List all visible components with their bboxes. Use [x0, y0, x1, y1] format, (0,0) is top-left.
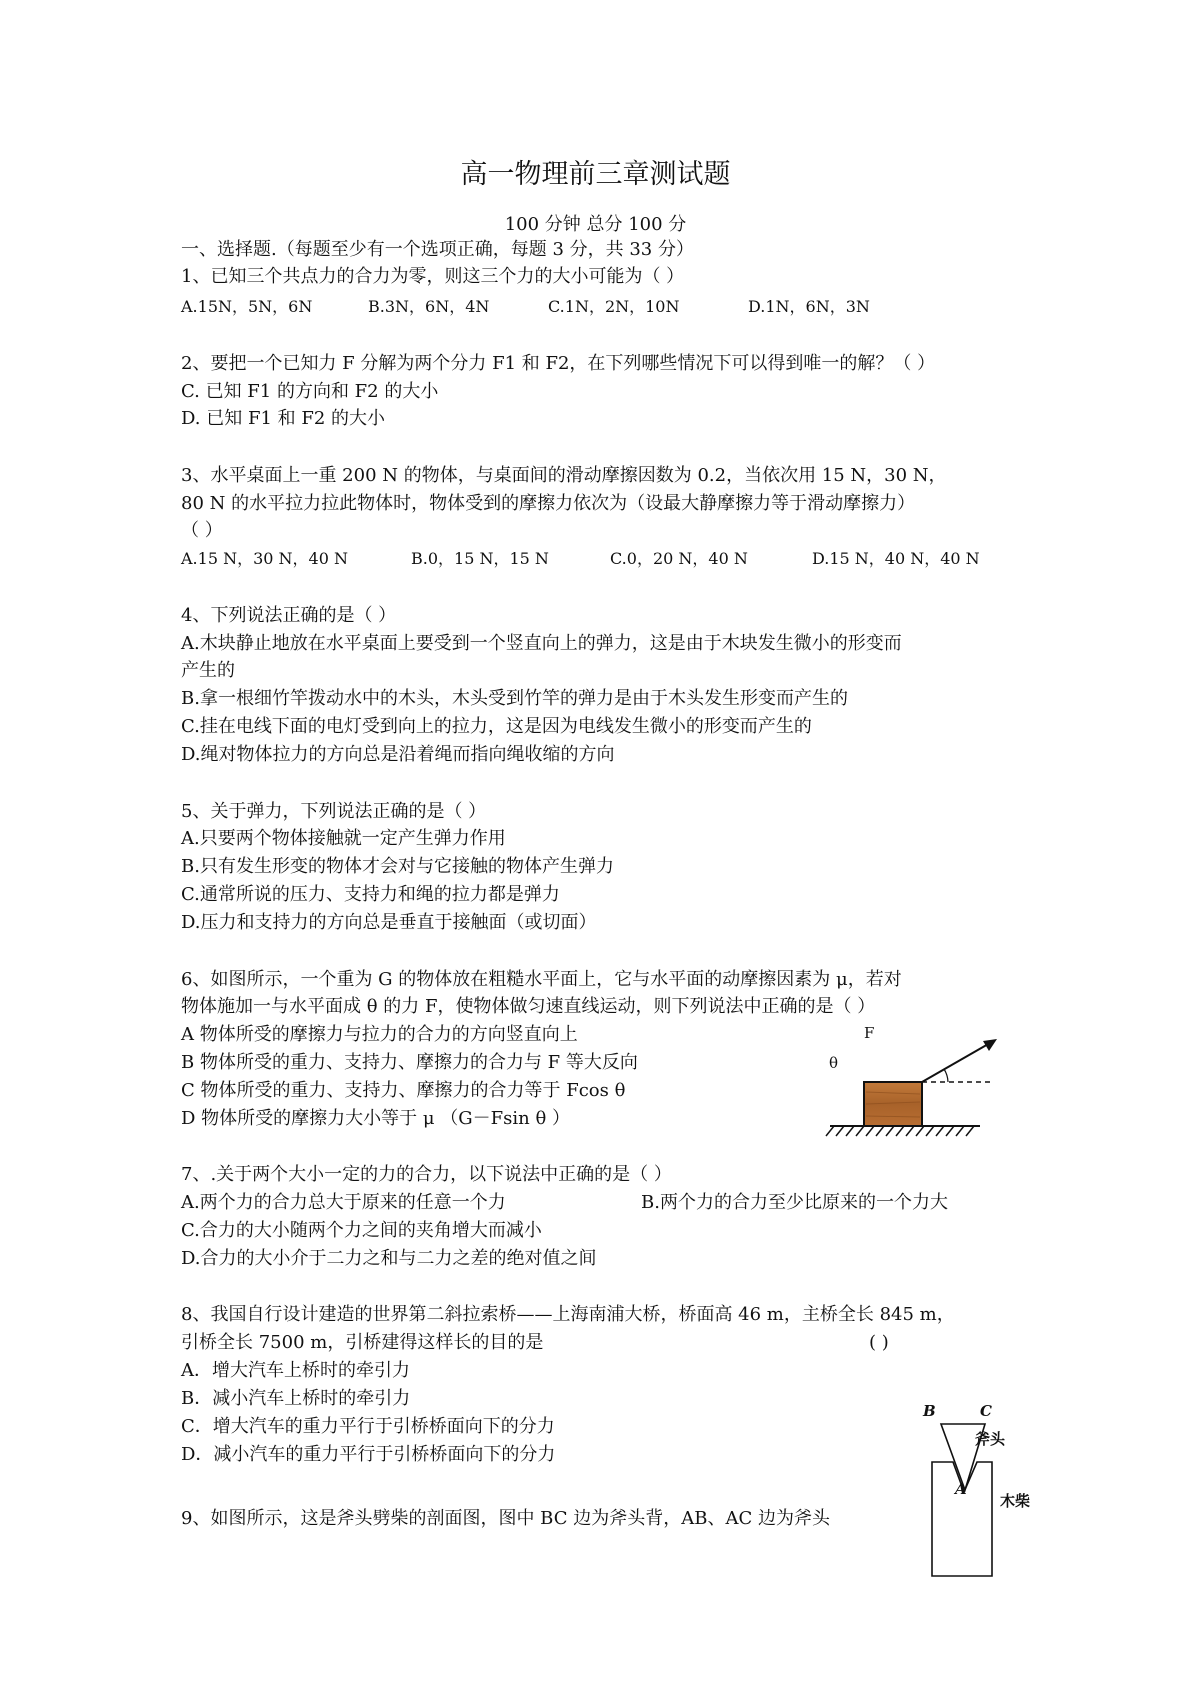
q4-option-c: C.挂在电线下面的电灯受到向上的拉力，这是因为电线发生微小的形变而产生的	[181, 716, 812, 737]
q2-stem: 2、要把一个已知力 F 分解为两个分力 F1 和 F2，在下列哪些情况下可以得到唯一的解？（ ）	[181, 353, 936, 374]
q8-answer-paren: ( )	[869, 1332, 889, 1353]
q3-answer-paren: （ ）	[181, 520, 223, 541]
q3-option-b: B.0，15 N，15 N	[411, 549, 549, 568]
q7-option-a: A.两个力的合力总大于原来的任意一个力	[181, 1192, 506, 1213]
q9-figure-label-c: C	[980, 1402, 992, 1420]
q8-option-c: C．增大汽车的重力平行于引桥桥面向下的分力	[181, 1416, 555, 1437]
q8-option-d: D．减小汽车的重力平行于引桥桥面向下的分力	[181, 1444, 556, 1465]
q5-option-c: C.通常所说的压力、支持力和绳的拉力都是弹力	[181, 884, 560, 905]
q8-option-b: B．减小汽车上桥时的牵引力	[181, 1388, 411, 1409]
q8-option-a: A．增大汽车上桥时的牵引力	[181, 1360, 410, 1381]
q1-option-b: B.3N，6N，4N	[368, 297, 490, 316]
q2-option-c: C. 已知 F1 的方向和 F2 的大小	[181, 381, 439, 402]
q6-figure-force-label: F	[864, 1024, 875, 1042]
q6-stem-line2: 物体施加一与水平面成 θ 的力 F，使物体做匀速直线运动，则下列说法中正确的是（ ）	[181, 996, 876, 1017]
q5-option-a: A.只要两个物体接触就一定产生弹力作用	[181, 828, 506, 849]
q1-stem: 1、已知三个共点力的合力为零，则这三个力的大小可能为（ ）	[181, 266, 685, 287]
q3-option-c: C.0，20 N，40 N	[610, 549, 748, 568]
q3-option-a: A.15 N，30 N，40 N	[181, 549, 348, 568]
q9-figure-label-a: A	[955, 1480, 967, 1498]
section-heading: 一、选择题.（每题至少有一个选项正确，每题 3 分，共 33 分）	[181, 239, 694, 260]
q6-option-d: D 物体所受的摩擦力大小等于 μ （G－Fsin θ ）	[181, 1108, 571, 1129]
q5-option-d: D.压力和支持力的方向总是垂直于接触面（或切面）	[181, 912, 597, 933]
q9-figure-label-b: B	[923, 1402, 936, 1420]
q1-option-d: D.1N，6N，3N	[748, 297, 870, 316]
q7-option-b: B.两个力的合力至少比原来的一个力大	[641, 1192, 948, 1213]
q3-stem-line2: 80 N 的水平拉力拉此物体时，物体受到的摩擦力依次为（设最大静摩擦力等于滑动摩擦力）	[181, 493, 916, 514]
q5-stem: 5、关于弹力，下列说法正确的是（ ）	[181, 801, 487, 822]
q9-figure-label-axe: 斧头	[975, 1430, 1006, 1448]
q6-block-force-diagram	[820, 1030, 1020, 1140]
q9-figure-label-wood: 木柴	[1000, 1492, 1031, 1510]
page-title: 高一物理前三章测试题	[460, 159, 731, 190]
q6-option-c: C 物体所受的重力、支持力、摩擦力的合力等于 Fcos θ	[181, 1080, 626, 1101]
q4-option-a-line1: A.木块静止地放在水平桌面上要受到一个竖直向上的弹力，这是由于木块发生微小的形变而	[181, 633, 902, 654]
q1-option-c: C.1N，2N，10N	[548, 297, 680, 316]
exam-duration-and-score: 100 分钟 总分 100 分	[504, 214, 687, 235]
q6-stem-line1: 6、如图所示，一个重为 G 的物体放在粗糙水平面上，它与水平面的动摩擦因素为 μ，若对	[181, 969, 902, 990]
q6-option-a: A 物体所受的摩擦力与拉力的合力的方向竖直向上	[181, 1024, 578, 1045]
q9-axe-wood-diagram	[925, 1410, 1005, 1580]
q3-option-d: D.15 N，40 N，40 N	[812, 549, 980, 568]
q6-option-b: B 物体所受的重力、支持力、摩擦力的合力与 F 等大反向	[181, 1052, 638, 1073]
q3-stem-line1: 3、水平桌面上一重 200 N 的物体，与桌面间的滑动摩擦因数为 0.2，当依次用 15 N，30 N，	[181, 465, 947, 486]
q7-stem: 7、.关于两个大小一定的力的合力，以下说法中正确的是（ ）	[181, 1164, 672, 1185]
q4-option-d: D.绳对物体拉力的方向总是沿着绳而指向绳收缩的方向	[181, 744, 615, 765]
q4-option-b: B.拿一根细竹竿拨动水中的木头，木头受到竹竿的弹力是由于木头发生形变而产生的	[181, 688, 848, 709]
q1-option-a: A.15N，5N，6N	[181, 297, 313, 316]
q2-option-d: D. 已知 F1 和 F2 的大小	[181, 408, 386, 429]
q8-stem-line1: 8、我国自行设计建造的世界第二斜拉索桥——上海南浦大桥，桥面高 46 m，主桥全长 845 m，	[181, 1304, 955, 1325]
q6-figure-angle-label: θ	[829, 1054, 839, 1072]
q4-stem: 4、下列说法正确的是（ ）	[181, 605, 397, 626]
q7-option-c: C.合力的大小随两个力之间的夹角增大而减小	[181, 1220, 542, 1241]
q4-option-a-line2: 产生的	[181, 660, 235, 681]
q8-stem-line2: 引桥全长 7500 m，引桥建得这样长的目的是	[181, 1332, 544, 1353]
q7-option-d: D.合力的大小介于二力之和与二力之差的绝对值之间	[181, 1248, 597, 1269]
q9-stem: 9、如图所示，这是斧头劈柴的剖面图，图中 BC 边为斧头背，AB、AC 边为斧头	[181, 1508, 830, 1529]
q5-option-b: B.只有发生形变的物体才会对与它接触的物体产生弹力	[181, 856, 614, 877]
